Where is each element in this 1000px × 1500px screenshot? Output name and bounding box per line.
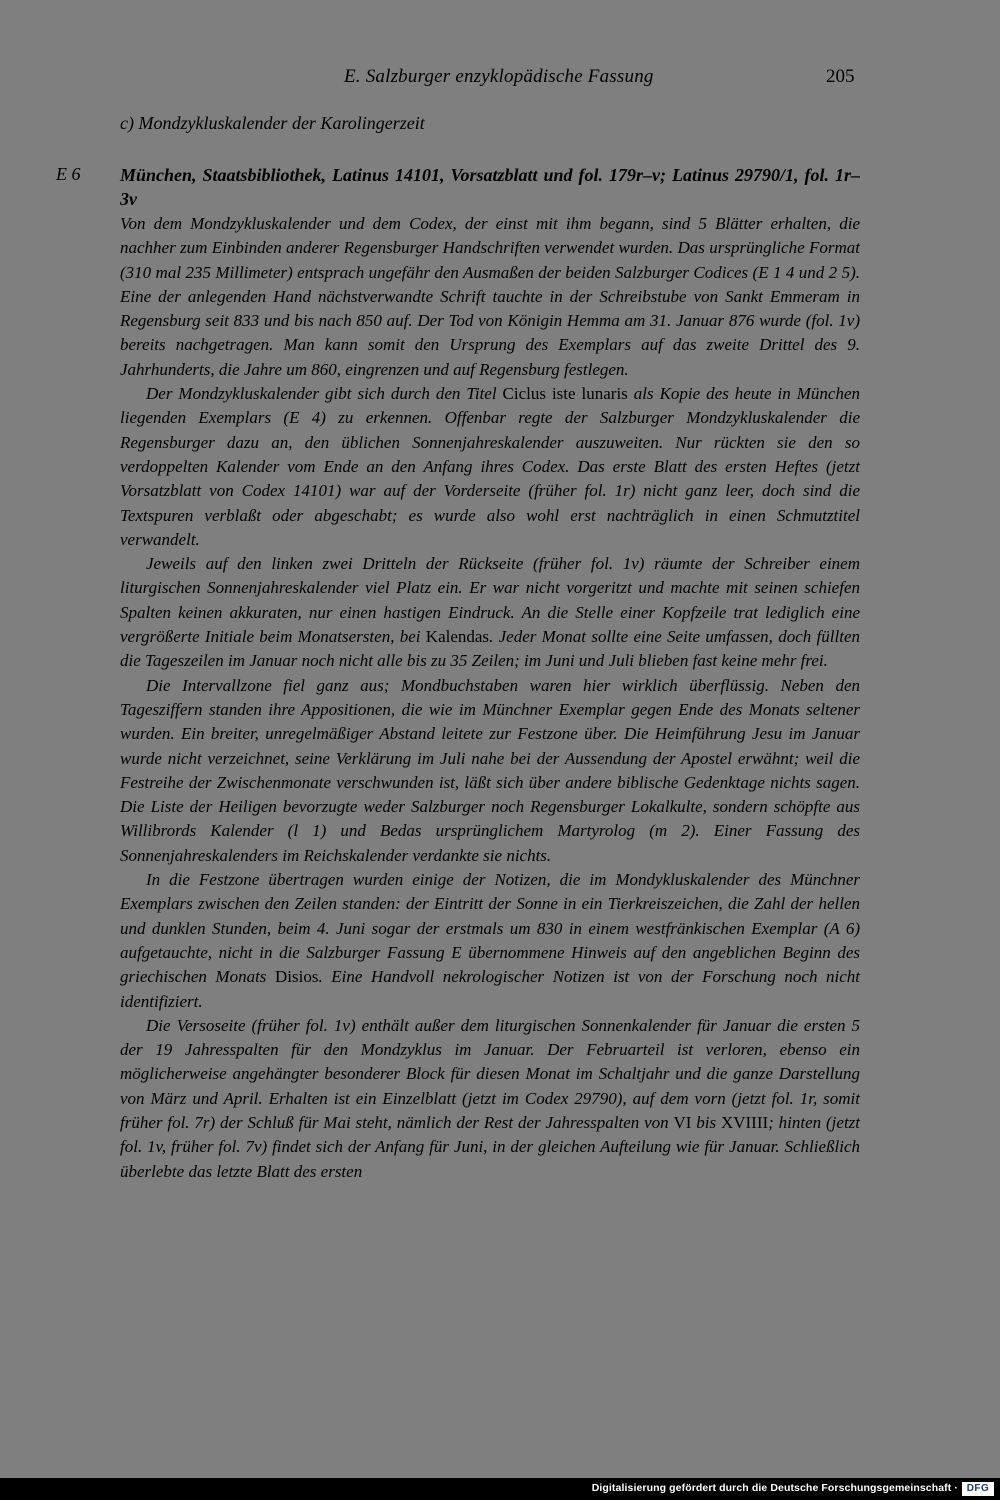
paragraph	[120, 674, 860, 868]
paragraph-text: Jeweils auf den linken zwei Dritteln der Rückseite (früher fol. 1v) räumte der Schreiber einem liturgischen Sonnenjahreskalender viel Platz ein. Er war nicht vorgeritzt und machte mit seinen schiefen Spalten keinen akkuraten, nur einen hastigen Eindruck. An die Stelle einer Kopfzeile trat lediglich eine vergrößerte Initiale beim Monatsersten, bei	[120, 554, 860, 647]
entry-heading: München, Staatsbibliothek, Latinus 14101, Vorsatzblatt und fol. 179r–v; Latinus 29790/1, fol. 1r–3v	[120, 165, 860, 209]
entry-label: E 6	[56, 164, 81, 184]
running-head	[0, 66, 1000, 96]
paragraph-text: bis	[691, 1112, 721, 1132]
paragraph-text: als Kopie des heute in München liegenden Exemplars (E 4) zu erkennen. Offenbar regte der Salzburger Mondzykluskalender die Regensburger dazu an, den üblichen Sonnenjahreskalender auszuweiten. Nur rückten sie den so verdoppelten Kalender vom Ende an den Anfang ihres Codex. Das erste Blatt des ersten Heftes (jetzt Vorsatzblatt von Codex 14101) war auf der Vorderseite (früher fol. 1r) nicht ganz leer, doch sind die Textspuren verblaßt oder abgeschabt; es wurde also wohl erst nachträglich in einen Schmutztitel verwandelt.	[120, 384, 860, 549]
paragraph-text: In die Festzone übertragen wurden einige der Notizen, die im Mondykluskalender des Münchner Exemplars zwischen den Zeilen standen: der Eintritt der Sonne in ein Tierkreiszeichen, die Zahl der hellen und dunklen Stunden, beim 4. Juni sogar der erstmals um 830 in einem westfränkischen Exemplar (A 6) aufgetauchte, nicht in die Salzburger Fassung E übernommene Hinweis auf den angeblichen Beginn des griechischen Monats	[120, 870, 860, 987]
funding-credit: Digitalisierung gefördert durch die Deutsche Forschungsgemeinschaft ·	[591, 1482, 958, 1494]
running-title: E. Salzburger enzyklopädische Fassung	[344, 66, 654, 87]
upright-term: Disios	[274, 967, 319, 987]
footer-bar	[0, 1478, 1000, 1500]
paragraph	[120, 868, 860, 1014]
paragraph	[120, 382, 860, 552]
upright-term: Kalendas	[425, 627, 490, 647]
paragraph-text: Der Mondzykluskalender gibt sich durch den Titel	[146, 384, 503, 404]
paragraph	[120, 212, 860, 382]
dfg-logo: DFG	[962, 1482, 994, 1496]
upright-term: VI	[673, 1112, 692, 1132]
upright-term: Ciclus iste lunaris	[502, 384, 628, 404]
paragraph-text: ; hinten (jetzt fol. 1v, früher fol. 7v) findet sich der Anfang für Juni, in der gleichen Aufteilung wie für Januar. Schließlich überlebte das letzte Blatt des ersten	[120, 1112, 861, 1181]
upright-term: XVIIII	[720, 1112, 769, 1132]
body-text	[120, 212, 860, 1184]
paragraph-text: . Jeder Monat sollte eine Seite umfassen, doch füllten die Tageszeilen im Januar noch nicht alle bis zu 35 Zeilen; im Juni und Juli blieben fast keine mehr frei.	[120, 627, 860, 671]
paragraph-text: Die Intervallzone fiel ganz aus; Mondbuchstaben waren hier wirklich überflüssig. Neben den Tagesziffern standen ihre Appositionen, die wie im Münchner Exemplar gegen Ende des Monats seltener wurden. Ein breiter, unregelmäßiger Abstand leitete zur Festzone über. Die Heimführung Jesu im Januar wurde nicht verzeichnet, seine Verklärung im Juli nahe bei der Aussendung der Apostel erwähnt; weil die Festreihe der Zwischenmonate verschwunden ist, läßt sich über andere biblische Gedenktage nichts sagen. Die Liste der Heiligen bevorzugte weder Salzburger noch Regensburger Lokalkulte, sondern schöpfte aus Willibrords Kalender (l 1) und Bedas ursprünglichem Martyrolog (m 2). Einer Fassung des Sonnenjahreskalenders im Reichskalender verdankte sie nichts.	[120, 675, 860, 865]
paragraph-text: Die Versoseite (früher fol. 1v) enthält außer dem liturgischen Sonnenkalender für Januar die ersten 5 der 19 Jahresspalten für den Mondzyklus im Januar. Der Februarteil ist verloren, ebenso ein möglicherweise angehängter besonderer Block für diesen Monat im Schaltjahr und die ganze Darstellung von März und April. Erhalten ist ein Einzelblatt (jetzt im Codex 29790), auf dem vorn (jetzt fol. 1r, somit früher fol. 7r) der Schluß für Mai steht, nämlich der Rest der Jahresspalten von	[120, 1015, 860, 1132]
paragraph-text: . Eine Handvoll nekrologischer Notizen ist von der Forschung noch nicht identifiziert.	[120, 967, 860, 1011]
paragraph	[120, 1014, 860, 1184]
section-subtitle: c) Mondzykluskalender der Karolingerzeit	[120, 113, 425, 133]
paragraph	[120, 552, 860, 673]
paragraph-text: Von dem Mondzykluskalender und dem Codex, der einst mit ihm begann, sind 5 Blätter erhalten, die nachher zum Einbinden anderer Regensburger Handschriften verwendet wurden. Das ursprüngliche Format (310 mal 235 Millimeter) entsprach ungefähr den Ausmaßen der beiden Salzburger Codices (E 1 4 und 2 5). Eine der anlegenden Hand nächstverwandte Schrift tauchte in der Schreibstube von Sankt Emmeram in Regensburg seit 833 und bis nach 850 auf. Der Tod von Königin Hemma am 31. Januar 876 wurde (fol. 1v) bereits nachgetragen. Man kann somit den Ursprung des Exemplars auf das zweite Drittel des 9. Jahrhunderts, die Jahre um 860, eingrenzen und auf Regensburg festlegen.	[120, 214, 860, 379]
page-number: 205	[826, 66, 855, 87]
